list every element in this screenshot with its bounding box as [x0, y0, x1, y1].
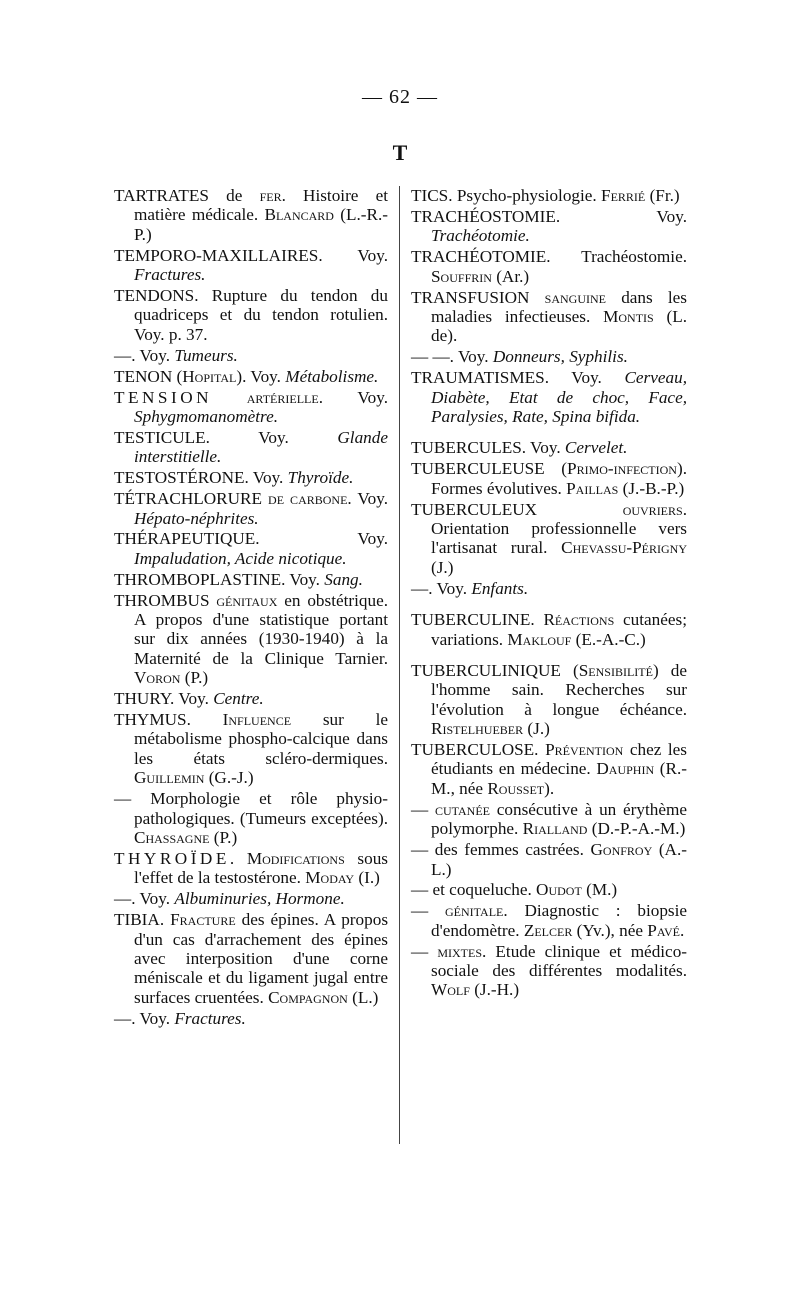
- entry-text-segment: Prévention: [545, 740, 624, 760]
- entry-text-segment: Dauphin: [596, 759, 655, 779]
- entry-text-segment: (M.): [581, 880, 618, 900]
- entry-text-segment: Primo-infection: [567, 459, 677, 479]
- entry-text-segment: THROMBOPLASTINE. Voy.: [114, 569, 325, 589]
- entry-text-segment: (P.): [209, 828, 238, 847]
- entry-text-segment: (Ar.): [491, 266, 530, 286]
- entry-text-segment: sous l'effet de la testostérone.: [134, 848, 388, 888]
- entry-text-segment: de carbone: [268, 489, 348, 509]
- entry-text-segment: mixtes: [437, 941, 482, 961]
- entry-text-segment: Fractures.: [134, 265, 206, 285]
- entry-text-segment: TENSION: [114, 387, 213, 407]
- section-letter: T: [392, 140, 408, 165]
- entry-text-segment: TÉTRACHLORURE: [114, 489, 269, 509]
- entry-text-segment: TRACHÉOTOMIE. Trachéostomie.: [411, 247, 687, 267]
- entry-text-segment: —: [411, 799, 435, 819]
- index-entry: [411, 880, 687, 899]
- entry-text-segment: THYMUS.: [114, 710, 223, 730]
- entry-text-segment: (J.-H.): [469, 980, 520, 1000]
- entry-text-segment: (L.-R.-P.): [134, 205, 388, 244]
- index-entry: [411, 186, 687, 205]
- index-entry: [114, 689, 388, 708]
- entry-text-segment: — et coqueluche.: [411, 880, 537, 900]
- entry-text-segment: TESTOSTÉRONE. Voy.: [114, 468, 288, 488]
- index-entry: [411, 610, 687, 649]
- index-entry: [114, 529, 388, 568]
- entry-text-segment: TUBERCULINIQUE (: [411, 660, 579, 680]
- entry-text-segment: (J.): [431, 557, 454, 577]
- entry-text-segment: (Fr.): [645, 186, 680, 205]
- entry-text-segment: TENON (: [114, 366, 183, 386]
- entry-text-segment: THURY. Voy.: [114, 689, 214, 709]
- entry-text-segment: (G.-J.): [204, 768, 254, 788]
- entry-text-segment: Sensibilité: [578, 660, 653, 680]
- entry-text-segment: —: [411, 901, 446, 921]
- index-entry: [411, 901, 687, 940]
- index-entry: [114, 468, 388, 487]
- entry-text-segment: (A.-L.): [431, 840, 687, 879]
- entry-text-segment: TRANSFUSION: [411, 287, 545, 307]
- index-entry: [114, 286, 388, 344]
- entry-text-segment: (J.): [523, 719, 550, 739]
- entry-text-segment: Blancard: [264, 205, 334, 225]
- entry-text-segment: TESTICULE. Voy.: [114, 427, 338, 447]
- entry-text-segment: — Morphologie et rôle physio-pathologiques. (Tumeurs exceptées).: [114, 789, 388, 828]
- entry-text-segment: Rousset: [487, 778, 545, 798]
- entry-text-segment: (R.-M., née: [431, 759, 688, 798]
- column-divider: [399, 186, 400, 1144]
- index-entry: [411, 661, 687, 739]
- entry-text-segment: (E.-A.-C.): [571, 629, 646, 649]
- index-entry: [411, 288, 687, 346]
- entry-text-segment: Ristelhueber: [431, 719, 524, 739]
- entry-text-segment: Sang.: [324, 569, 363, 589]
- entry-text-segment: Paillas: [566, 478, 619, 498]
- entry-text-segment: cutanées; variations.: [431, 610, 687, 649]
- entry-text-segment: (L.): [347, 987, 379, 1007]
- entry-text-segment: —. Voy.: [114, 889, 175, 909]
- entry-text-segment: THROMBUS: [114, 590, 217, 610]
- index-entry: [114, 889, 388, 908]
- index-entry: [411, 207, 687, 246]
- index-entry: [114, 489, 388, 528]
- entry-text-segment: —. Voy.: [114, 1008, 175, 1028]
- entry-text-segment: (I.): [354, 868, 380, 888]
- index-entry: [114, 710, 388, 788]
- entry-text-segment: Thyroïde.: [287, 468, 354, 488]
- entry-text-segment: . Histoire et matière médicale.: [134, 186, 388, 225]
- entry-text-segment: Ferrié: [601, 186, 646, 205]
- entry-text-segment: (Yv.), née: [572, 920, 648, 940]
- entry-text-segment: Trachéotomie.: [431, 226, 530, 246]
- entry-text-segment: Modifications: [246, 848, 345, 868]
- index-entry: [411, 459, 687, 498]
- entry-text-segment: Wolf: [431, 980, 470, 1000]
- entry-text-segment: Maklouf: [507, 629, 572, 649]
- page-number: — 62 —: [362, 86, 438, 108]
- entry-text-segment: génitaux: [216, 590, 278, 610]
- entry-text-segment: (J.-B.-P.): [618, 478, 685, 498]
- entry-text-segment: ) de l'homme sain. Recherches sur l'évolution à longue échéance.: [431, 660, 688, 719]
- index-column-left: [114, 186, 388, 1030]
- entry-text-segment: Tumeurs.: [174, 345, 238, 365]
- entry-text-segment: TUBERCULOSE.: [411, 740, 546, 760]
- index-entry: [114, 388, 388, 427]
- entry-text-segment: Guillemin: [134, 768, 205, 788]
- entry-text-segment: TENDONS. Rupture du tendon du quadriceps et du tendon rotulien. Voy. p. 37.: [114, 286, 388, 344]
- index-entry: [411, 800, 687, 839]
- entry-text-segment: —. Voy.: [411, 578, 472, 598]
- entry-text-segment: en obstétrique. A propos d'une statistique portant sur dix années (1930-1940) à la Maternité de la Clinique Tarnier.: [134, 590, 388, 668]
- entry-text-segment: [212, 388, 247, 407]
- index-entry: [411, 840, 687, 879]
- entry-text-segment: —: [411, 941, 438, 961]
- entry-text-segment: Influence: [222, 710, 292, 730]
- entry-text-segment: .: [679, 920, 685, 940]
- index-entry: [114, 591, 388, 688]
- entry-text-segment: . Voy.: [347, 489, 388, 509]
- entry-text-segment: Souffrin: [431, 266, 492, 286]
- entry-text-segment: Hopital: [182, 366, 237, 386]
- entry-text-segment: TUBERCULES. Voy.: [411, 438, 565, 458]
- entry-text-segment: — des femmes castrées.: [411, 840, 591, 860]
- entry-text-segment: Donneurs, Syphilis.: [492, 347, 628, 367]
- index-entry: [411, 438, 687, 457]
- entry-text-segment: Oudot: [536, 880, 582, 900]
- index-entry: [114, 246, 388, 285]
- entry-text-segment: TIBIA.: [114, 910, 171, 930]
- entry-text-segment: TUBERCULEUSE (: [411, 459, 568, 479]
- index-entry: [411, 347, 687, 366]
- entry-text-segment: Montis: [603, 306, 654, 326]
- entry-text-segment: Réactions: [543, 610, 615, 630]
- entry-text-segment: —. Voy.: [114, 345, 175, 365]
- entry-text-segment: consécutive à un érythème polymorphe.: [431, 799, 687, 839]
- entry-text-segment: Cervelet.: [564, 438, 628, 458]
- entry-text-segment: TARTRATES de: [114, 186, 260, 205]
- entry-text-segment: (P.): [180, 668, 209, 688]
- entry-text-segment: TRAUMATISMES. Voy.: [411, 368, 625, 388]
- entry-text-segment: Centre.: [213, 689, 264, 709]
- entry-text-segment: — —. Voy.: [411, 347, 493, 367]
- entry-text-segment: . Orientation professionnelle vers l'artisanat rural.: [431, 499, 687, 558]
- index-entry: [411, 740, 687, 798]
- index-entry: [114, 849, 388, 888]
- entry-text-segment: Voron: [134, 668, 181, 688]
- entry-text-segment: TUBERCULINE.: [411, 610, 544, 630]
- index-entry: [114, 1009, 388, 1028]
- entry-text-segment: sanguine: [544, 287, 606, 307]
- entry-text-segment: dans les maladies infectieuses.: [431, 287, 687, 326]
- entry-text-segment: . Diagnostic : biopsie d'endomètre.: [431, 901, 688, 940]
- entry-text-segment: Rialland: [522, 819, 588, 839]
- entry-text-segment: génitale: [445, 901, 504, 921]
- index-entry: [114, 367, 388, 386]
- entry-text-segment: fer: [259, 186, 282, 205]
- entry-text-segment: ). Formes évolutives.: [431, 459, 687, 498]
- index-entry: [411, 942, 687, 1000]
- index-entry: [411, 247, 687, 286]
- entry-text-segment: TRACHÉOSTOMIE. Voy.: [411, 206, 687, 226]
- entry-text-segment: THÉRAPEUTIQUE. Voy.: [114, 529, 388, 549]
- entry-text-segment: Compagnon: [268, 987, 348, 1007]
- index-entry: [411, 500, 687, 578]
- entry-text-segment: Fractures.: [174, 1008, 246, 1028]
- entry-text-segment: sur le métabolisme phospho-calcique dans les états scléro-dermiques.: [134, 710, 388, 768]
- entry-text-segment: ).: [544, 778, 555, 798]
- entry-text-segment: chez les étudiants en médecine.: [431, 740, 687, 779]
- entry-text-segment: Gonfroy: [590, 840, 653, 860]
- entry-text-segment: Chevassu-Périgny: [561, 538, 687, 558]
- index-entry: [114, 186, 388, 244]
- entry-text-segment: Sphygmomanomètre.: [134, 406, 278, 426]
- entry-text-segment: Hépato-néphrites.: [134, 508, 259, 528]
- entry-text-segment: Glande interstitielle.: [134, 427, 388, 467]
- entry-text-segment: Enfants.: [471, 578, 529, 598]
- index-entry: [114, 789, 388, 847]
- entry-text-segment: (L. de).: [431, 306, 687, 346]
- entry-text-segment: TUBERCULEUX: [411, 499, 623, 519]
- index-entry: [411, 368, 687, 426]
- entry-text-segment: des épines. A propos d'un cas d'arrachement des épines avec interposition d'une corne méniscale et du ligament jugal entre surfaces cruentées.: [134, 910, 389, 1007]
- index-entry: [114, 910, 388, 1007]
- entry-text-segment: Zelcer: [523, 920, 573, 940]
- entry-text-segment: . Etude clinique et médico-sociale des différentes modalités.: [431, 941, 688, 981]
- index-column-right: [411, 186, 687, 1001]
- entry-text-segment: .: [229, 848, 247, 868]
- entry-text-segment: Chassagne: [134, 828, 210, 847]
- entry-text-segment: Métabolisme.: [285, 366, 379, 386]
- entry-text-segment: Fracture: [170, 910, 236, 930]
- entry-text-segment: artérielle: [246, 387, 319, 407]
- entry-text-segment: TICS. Psycho-physiologie.: [411, 186, 602, 205]
- index-entry: [411, 579, 687, 598]
- entry-text-segment: ). Voy.: [236, 366, 286, 386]
- entry-text-segment: THYROÏDE: [114, 848, 230, 868]
- entry-text-segment: Pavé: [647, 920, 680, 940]
- entry-text-segment: (D.-P.-A.-M.): [587, 819, 686, 839]
- index-entry: [114, 570, 388, 589]
- entry-text-segment: cutanée: [434, 799, 490, 819]
- entry-text-segment: Moday: [305, 868, 355, 888]
- index-entry: [114, 428, 388, 467]
- entry-text-segment: Impaludation, Acide nicotique.: [134, 548, 347, 568]
- entry-text-segment: TEMPORO-MAXILLAIRES. Voy.: [114, 245, 388, 265]
- index-entry: [114, 346, 388, 365]
- entry-text-segment: Albuminuries, Hormone.: [174, 889, 345, 909]
- entry-text-segment: Cerveau, Diabète, Etat de choc, Face, Paralysies, Rate, Spina bifida.: [431, 368, 687, 426]
- entry-text-segment: . Voy.: [318, 387, 388, 407]
- entry-text-segment: ouvriers: [622, 499, 683, 519]
